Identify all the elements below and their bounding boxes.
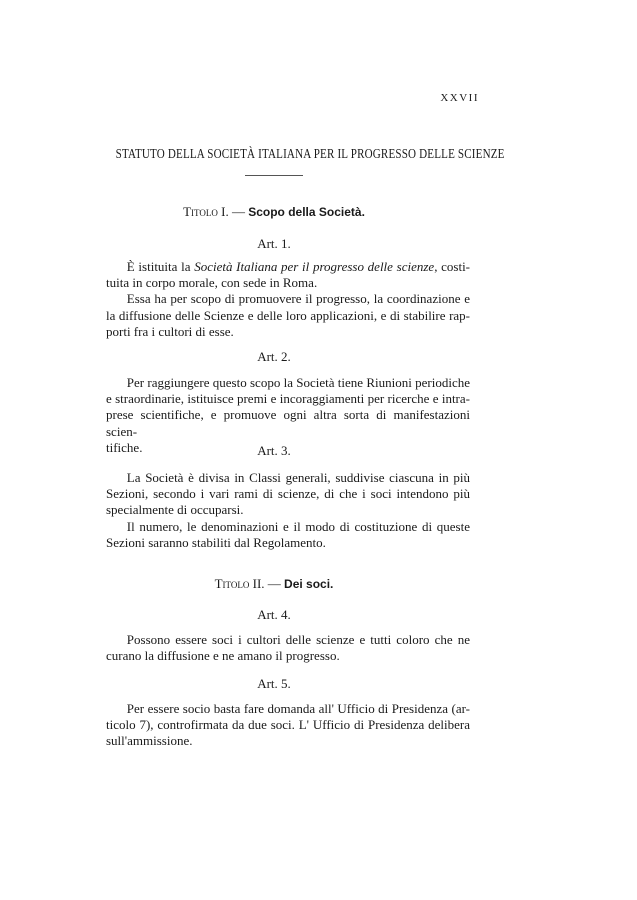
section-title: Dei soci. bbox=[284, 577, 334, 591]
text-line: tifiche. bbox=[106, 439, 143, 455]
text-line: e straordinarie, istituisce premi e incoraggiamenti per ricerche e intra- bbox=[106, 391, 470, 407]
article-heading: Art. 3. bbox=[257, 443, 291, 458]
text-line: Per essere socio basta fare domanda all' Ufficio di Presidenza (ar- bbox=[126, 701, 470, 716]
text-line: sull'ammissione. bbox=[106, 733, 193, 749]
text-line: tuita in corpo morale, con sede in Roma. bbox=[106, 275, 318, 291]
section-label: Titolo II. — bbox=[214, 576, 281, 591]
article-4-text bbox=[106, 632, 470, 664]
article-1-text bbox=[106, 259, 470, 340]
text-line: Il numero, le denominazioni e il modo di costituzione di queste bbox=[126, 518, 470, 534]
text-run: È istituita la bbox=[126, 259, 195, 274]
text-line: La Società è divisa in Classi generali, suddivise ciascuna in più bbox=[126, 470, 470, 485]
article-heading: Art. 4. bbox=[257, 607, 291, 622]
text-run: , costi- bbox=[434, 259, 471, 274]
article-3-text bbox=[106, 470, 470, 551]
text-line: curano la diffusione e ne amano il progresso. bbox=[106, 648, 340, 664]
article-heading: Art. 1. bbox=[257, 236, 291, 251]
title-rule bbox=[245, 175, 303, 176]
text-line bbox=[106, 259, 470, 275]
text-line: specialmente di occuparsi. bbox=[106, 502, 244, 518]
section-heading-titolo-1 bbox=[0, 204, 548, 220]
section-heading-titolo-2 bbox=[0, 576, 548, 592]
text-line: Sezioni, secondo i vari rami di scienze, di che i soci intendono più bbox=[106, 486, 470, 502]
text-line: Essa ha per scopo di promuovere il progresso, la coordinazione e bbox=[126, 291, 470, 307]
page-number: XXVII bbox=[440, 92, 479, 104]
society-name: Società Italiana per il progresso delle scienze bbox=[194, 259, 435, 274]
text-line: porti fra i cultori di esse. bbox=[106, 323, 234, 339]
document-title: STATUTO DELLA SOCIETÀ ITALIANA PER IL PROGRESSO DELLE SCIENZE bbox=[115, 146, 505, 161]
text-line: Sezioni saranno stabiliti dal Regolamento. bbox=[106, 534, 326, 550]
text-line: Per raggiungere questo scopo la Società tiene Riunioni periodiche bbox=[126, 375, 470, 390]
article-5-text bbox=[106, 701, 470, 750]
section-title: Scopo della Società. bbox=[248, 205, 365, 219]
section-label: Titolo I. — bbox=[183, 204, 245, 219]
article-heading: Art. 2. bbox=[257, 349, 291, 364]
article-heading: Art. 5. bbox=[257, 676, 291, 691]
text-line: la diffusione delle Scienze e delle loro applicazioni, e di stabilire rap- bbox=[106, 307, 470, 323]
text-line: Possono essere soci i cultori delle scienze e tutti coloro che ne bbox=[126, 632, 470, 647]
text-line: ticolo 7), controfirmata da due soci. L' Ufficio di Presidenza delibera bbox=[106, 717, 470, 733]
text-line: prese scientifiche, e promuove ogni altra sorta di manifestazioni scien- bbox=[106, 407, 470, 439]
